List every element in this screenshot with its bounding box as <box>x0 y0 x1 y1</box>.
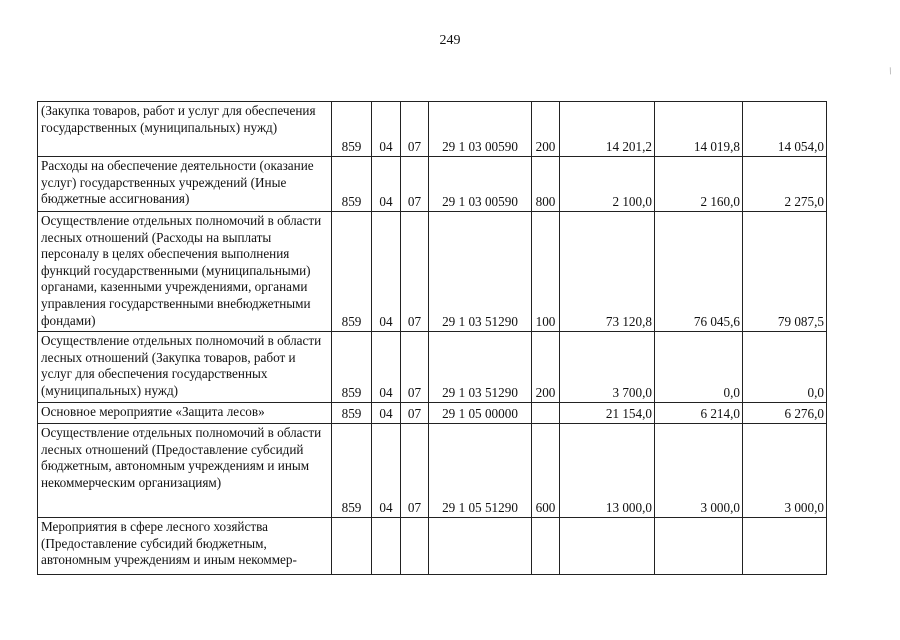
cell-year1-amount: 14 201,2 <box>560 102 655 157</box>
row-description: Осуществление отдельных полномочий в области лесных отношений (Предоставление субсидий бюджетным, автономным учреждениям и иным некоммерческим организациям) <box>38 424 332 518</box>
cell-gr: 859 <box>332 424 372 518</box>
cell-vr <box>532 518 560 575</box>
cell-year2-amount: 2 160,0 <box>655 157 743 212</box>
cell-csr: 29 1 05 51290 <box>429 424 532 518</box>
cell-gr <box>332 518 372 575</box>
table-row <box>38 332 827 403</box>
cell-vr <box>532 403 560 424</box>
cell-pr: 07 <box>401 332 429 403</box>
table-row <box>38 157 827 212</box>
budget-table <box>37 101 827 575</box>
cell-year3-amount: 3 000,0 <box>743 424 827 518</box>
cell-gr: 859 <box>332 403 372 424</box>
page-number: 249 <box>439 33 461 48</box>
table-row <box>38 424 827 518</box>
cell-year3-amount: 14 054,0 <box>743 102 827 157</box>
cell-rz: 04 <box>372 102 401 157</box>
row-description: Осуществление отдельных полномочий в области лесных отношений (Расходы на выплаты персоналу в целях обеспечения выполнения функций государственными (муниципальными) органами, казенными учреждениями, органами управления государственными внебюджетными фондами) <box>38 212 332 332</box>
cell-year1-amount: 13 000,0 <box>560 424 655 518</box>
cell-rz: 04 <box>372 424 401 518</box>
cell-pr: 07 <box>401 424 429 518</box>
cell-year1-amount: 21 154,0 <box>560 403 655 424</box>
cell-year1-amount: 73 120,8 <box>560 212 655 332</box>
cell-year1-amount: 3 700,0 <box>560 332 655 403</box>
row-description: (Закупка товаров, работ и услуг для обеспечения государственных (муниципальных) нужд) <box>38 102 332 157</box>
cell-csr: 29 1 03 00590 <box>429 157 532 212</box>
cell-csr: 29 1 05 00000 <box>429 403 532 424</box>
cell-vr: 200 <box>532 102 560 157</box>
cell-rz: 04 <box>372 157 401 212</box>
cell-vr: 200 <box>532 332 560 403</box>
cell-year3-amount <box>743 518 827 575</box>
cell-year1-amount <box>560 518 655 575</box>
cell-gr: 859 <box>332 102 372 157</box>
cell-gr: 859 <box>332 212 372 332</box>
cell-year2-amount: 6 214,0 <box>655 403 743 424</box>
row-description: Осуществление отдельных полномочий в области лесных отношений (Закупка товаров, работ и услуг для обеспечения государственных (муниципальных) нужд) <box>38 332 332 403</box>
cell-year3-amount: 6 276,0 <box>743 403 827 424</box>
cell-csr: 29 1 03 51290 <box>429 332 532 403</box>
cell-year3-amount: 79 087,5 <box>743 212 827 332</box>
cell-csr: 29 1 03 51290 <box>429 212 532 332</box>
cell-year2-amount: 0,0 <box>655 332 743 403</box>
cell-gr: 859 <box>332 157 372 212</box>
cell-vr: 600 <box>532 424 560 518</box>
cell-pr: 07 <box>401 102 429 157</box>
row-description: Расходы на обеспечение деятельности (оказание услуг) государственных учреждений (Иные бюджетные ассигнования) <box>38 157 332 212</box>
cell-pr <box>401 518 429 575</box>
cell-year2-amount: 14 019,8 <box>655 102 743 157</box>
cell-vr: 800 <box>532 157 560 212</box>
cell-pr: 07 <box>401 157 429 212</box>
cell-pr: 07 <box>401 403 429 424</box>
cell-csr: 29 1 03 00590 <box>429 102 532 157</box>
cell-year3-amount: 0,0 <box>743 332 827 403</box>
cell-rz: 04 <box>372 332 401 403</box>
cell-rz: 04 <box>372 403 401 424</box>
cell-csr <box>429 518 532 575</box>
cell-vr: 100 <box>532 212 560 332</box>
cell-year1-amount: 2 100,0 <box>560 157 655 212</box>
margin-mark: / <box>887 65 894 78</box>
cell-year2-amount: 3 000,0 <box>655 424 743 518</box>
table-row <box>38 212 827 332</box>
cell-year2-amount <box>655 518 743 575</box>
row-description: Основное мероприятие «Защита лесов» <box>38 403 332 424</box>
cell-rz <box>372 518 401 575</box>
table-row <box>38 518 827 575</box>
table-row <box>38 102 827 157</box>
row-description: Мероприятия в сфере лесного хозяйства (Предоставление субсидий бюджетным, автономным учреждениям и иным некоммер- <box>38 518 332 575</box>
cell-rz: 04 <box>372 212 401 332</box>
cell-gr: 859 <box>332 332 372 403</box>
cell-pr: 07 <box>401 212 429 332</box>
cell-year2-amount: 76 045,6 <box>655 212 743 332</box>
table-row <box>38 403 827 424</box>
cell-year3-amount: 2 275,0 <box>743 157 827 212</box>
